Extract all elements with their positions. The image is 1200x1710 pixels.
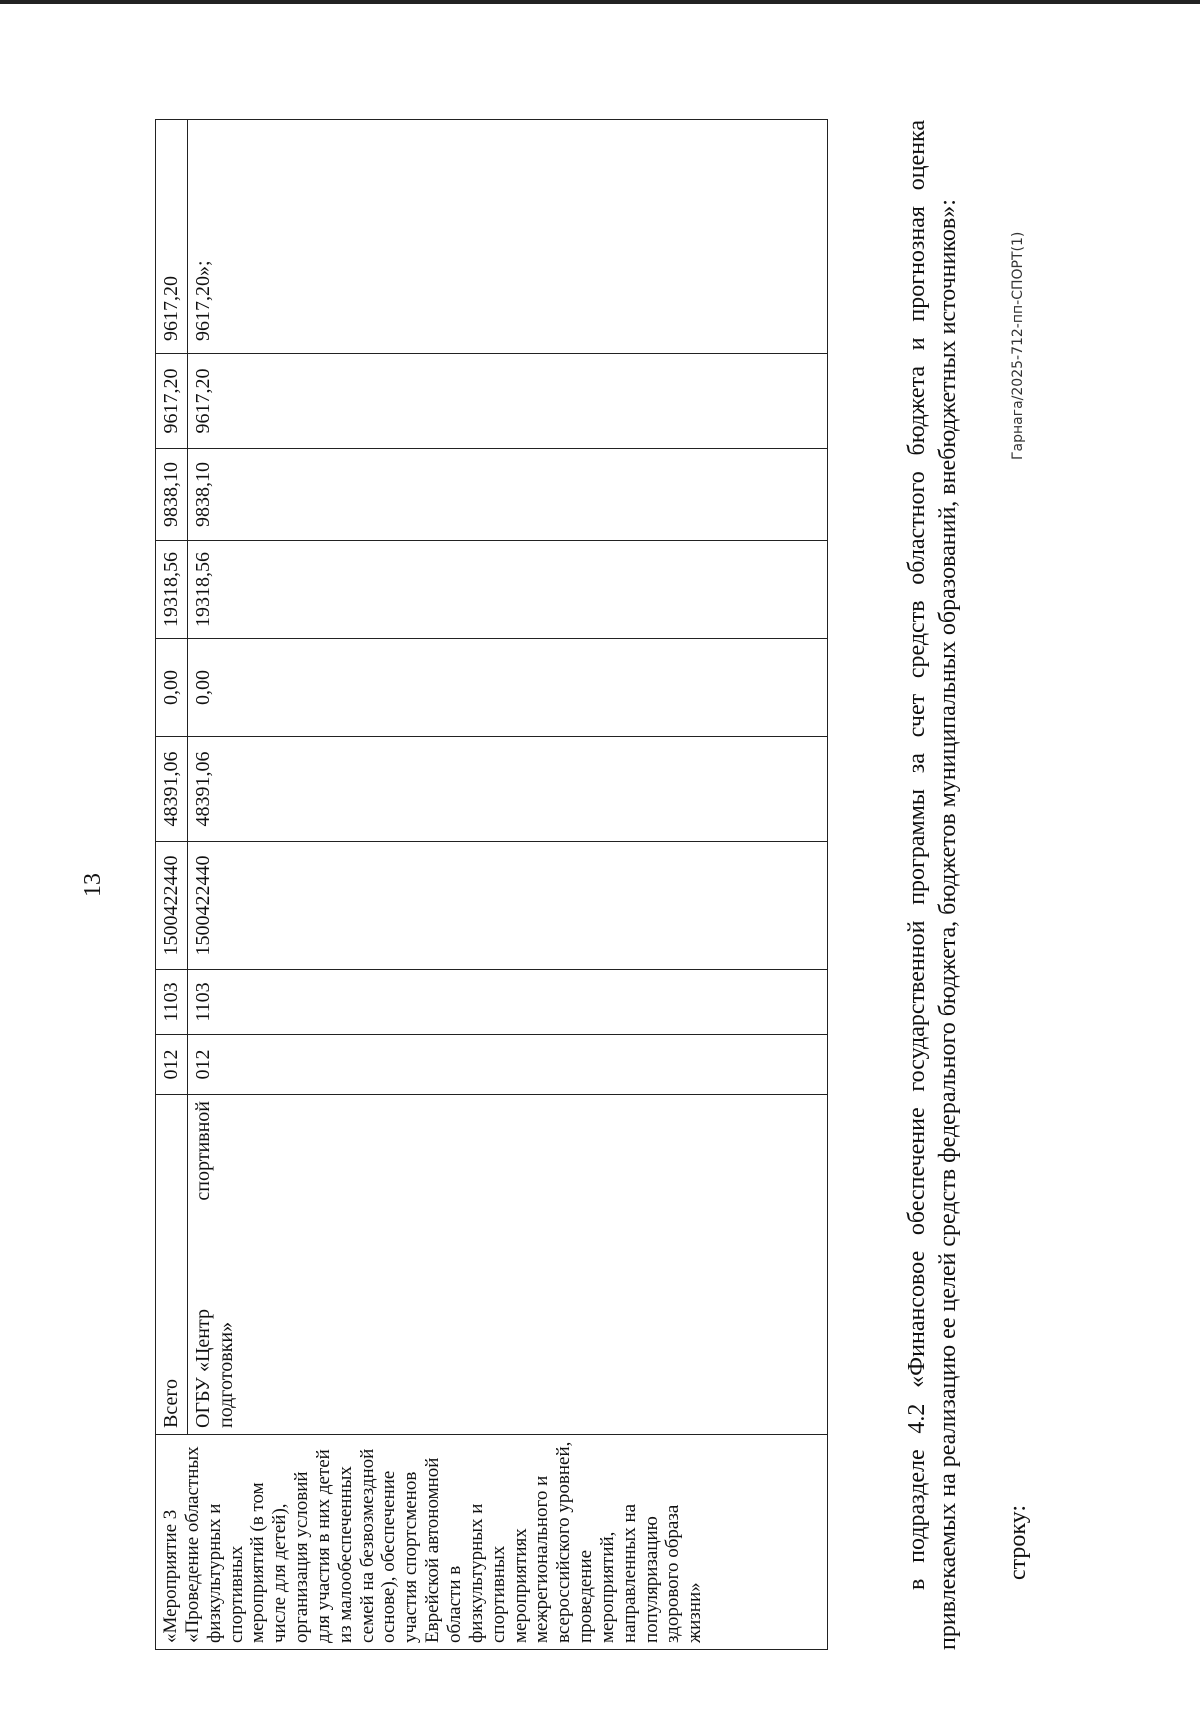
year1-cell: 0,00	[156, 639, 188, 737]
year5-cell: 9617,20»;	[188, 120, 828, 354]
row-word: строку:	[1005, 1504, 1031, 1580]
top-scan-border	[0, 0, 1200, 4]
measure-cell: «Мероприятие 3 «Проведение областных физкультурных и спортивных мероприятий (в том числе для детей), организация условий для участия в них детей из малообеспеченных семей на безвозмездной основе), обеспечение участия спортсменов Еврейской автономной области в физкультурных и спортивных мероприятиях межрегионального и всероссийского уровней, проведение мероприятий, направленных на популяризацию здорового образа жизни»	[156, 1435, 828, 1650]
rotated-page	[60, 120, 1070, 1650]
table-row	[156, 120, 188, 1650]
executor-cell	[188, 1095, 828, 1435]
total-cell: 48391,06	[188, 737, 828, 842]
year2-cell: 19318,56	[188, 541, 828, 639]
executor-org-line2: подготовки»	[215, 1321, 237, 1428]
grbs-cell: 012	[188, 1035, 828, 1095]
rzpr-cell: 1103	[156, 970, 188, 1035]
year3-cell: 9838,10	[188, 449, 828, 541]
budget-table	[155, 119, 828, 1650]
year4-cell: 9617,20	[188, 354, 828, 449]
page-number: 13	[80, 873, 106, 897]
table-row	[188, 120, 828, 1650]
year3-cell: 9838,10	[156, 449, 188, 541]
executor-cell: Всего	[156, 1095, 188, 1435]
executor-org-cont: спортивной	[192, 1101, 214, 1201]
csr-cell: 1500422440	[188, 842, 828, 970]
total-cell: 48391,06	[156, 737, 188, 842]
year4-cell: 9617,20	[156, 354, 188, 449]
body-paragraph	[902, 120, 964, 1650]
csr-cell: 1500422440	[156, 842, 188, 970]
year2-cell: 19318,56	[156, 541, 188, 639]
paragraph-text: в подразделе 4.2 «Финансовое обеспечение государственной программы за счет средств областного бюджета и прогнозная оценка привлекаемых на реализацию ее целей средств федерального бюджета, бюджетов муниципальных образований, внебюджетных источников»:	[904, 120, 962, 1650]
year1-cell: 0,00	[188, 639, 828, 737]
year5-cell: 9617,20	[156, 120, 188, 354]
grbs-cell: 012	[156, 1035, 188, 1095]
executor-org: ОГБУ «Центр	[192, 1309, 214, 1428]
document-code: Гарнага/2025-712-пп-СПОРТ(1)	[1010, 231, 1026, 460]
rzpr-cell: 1103	[188, 970, 828, 1035]
